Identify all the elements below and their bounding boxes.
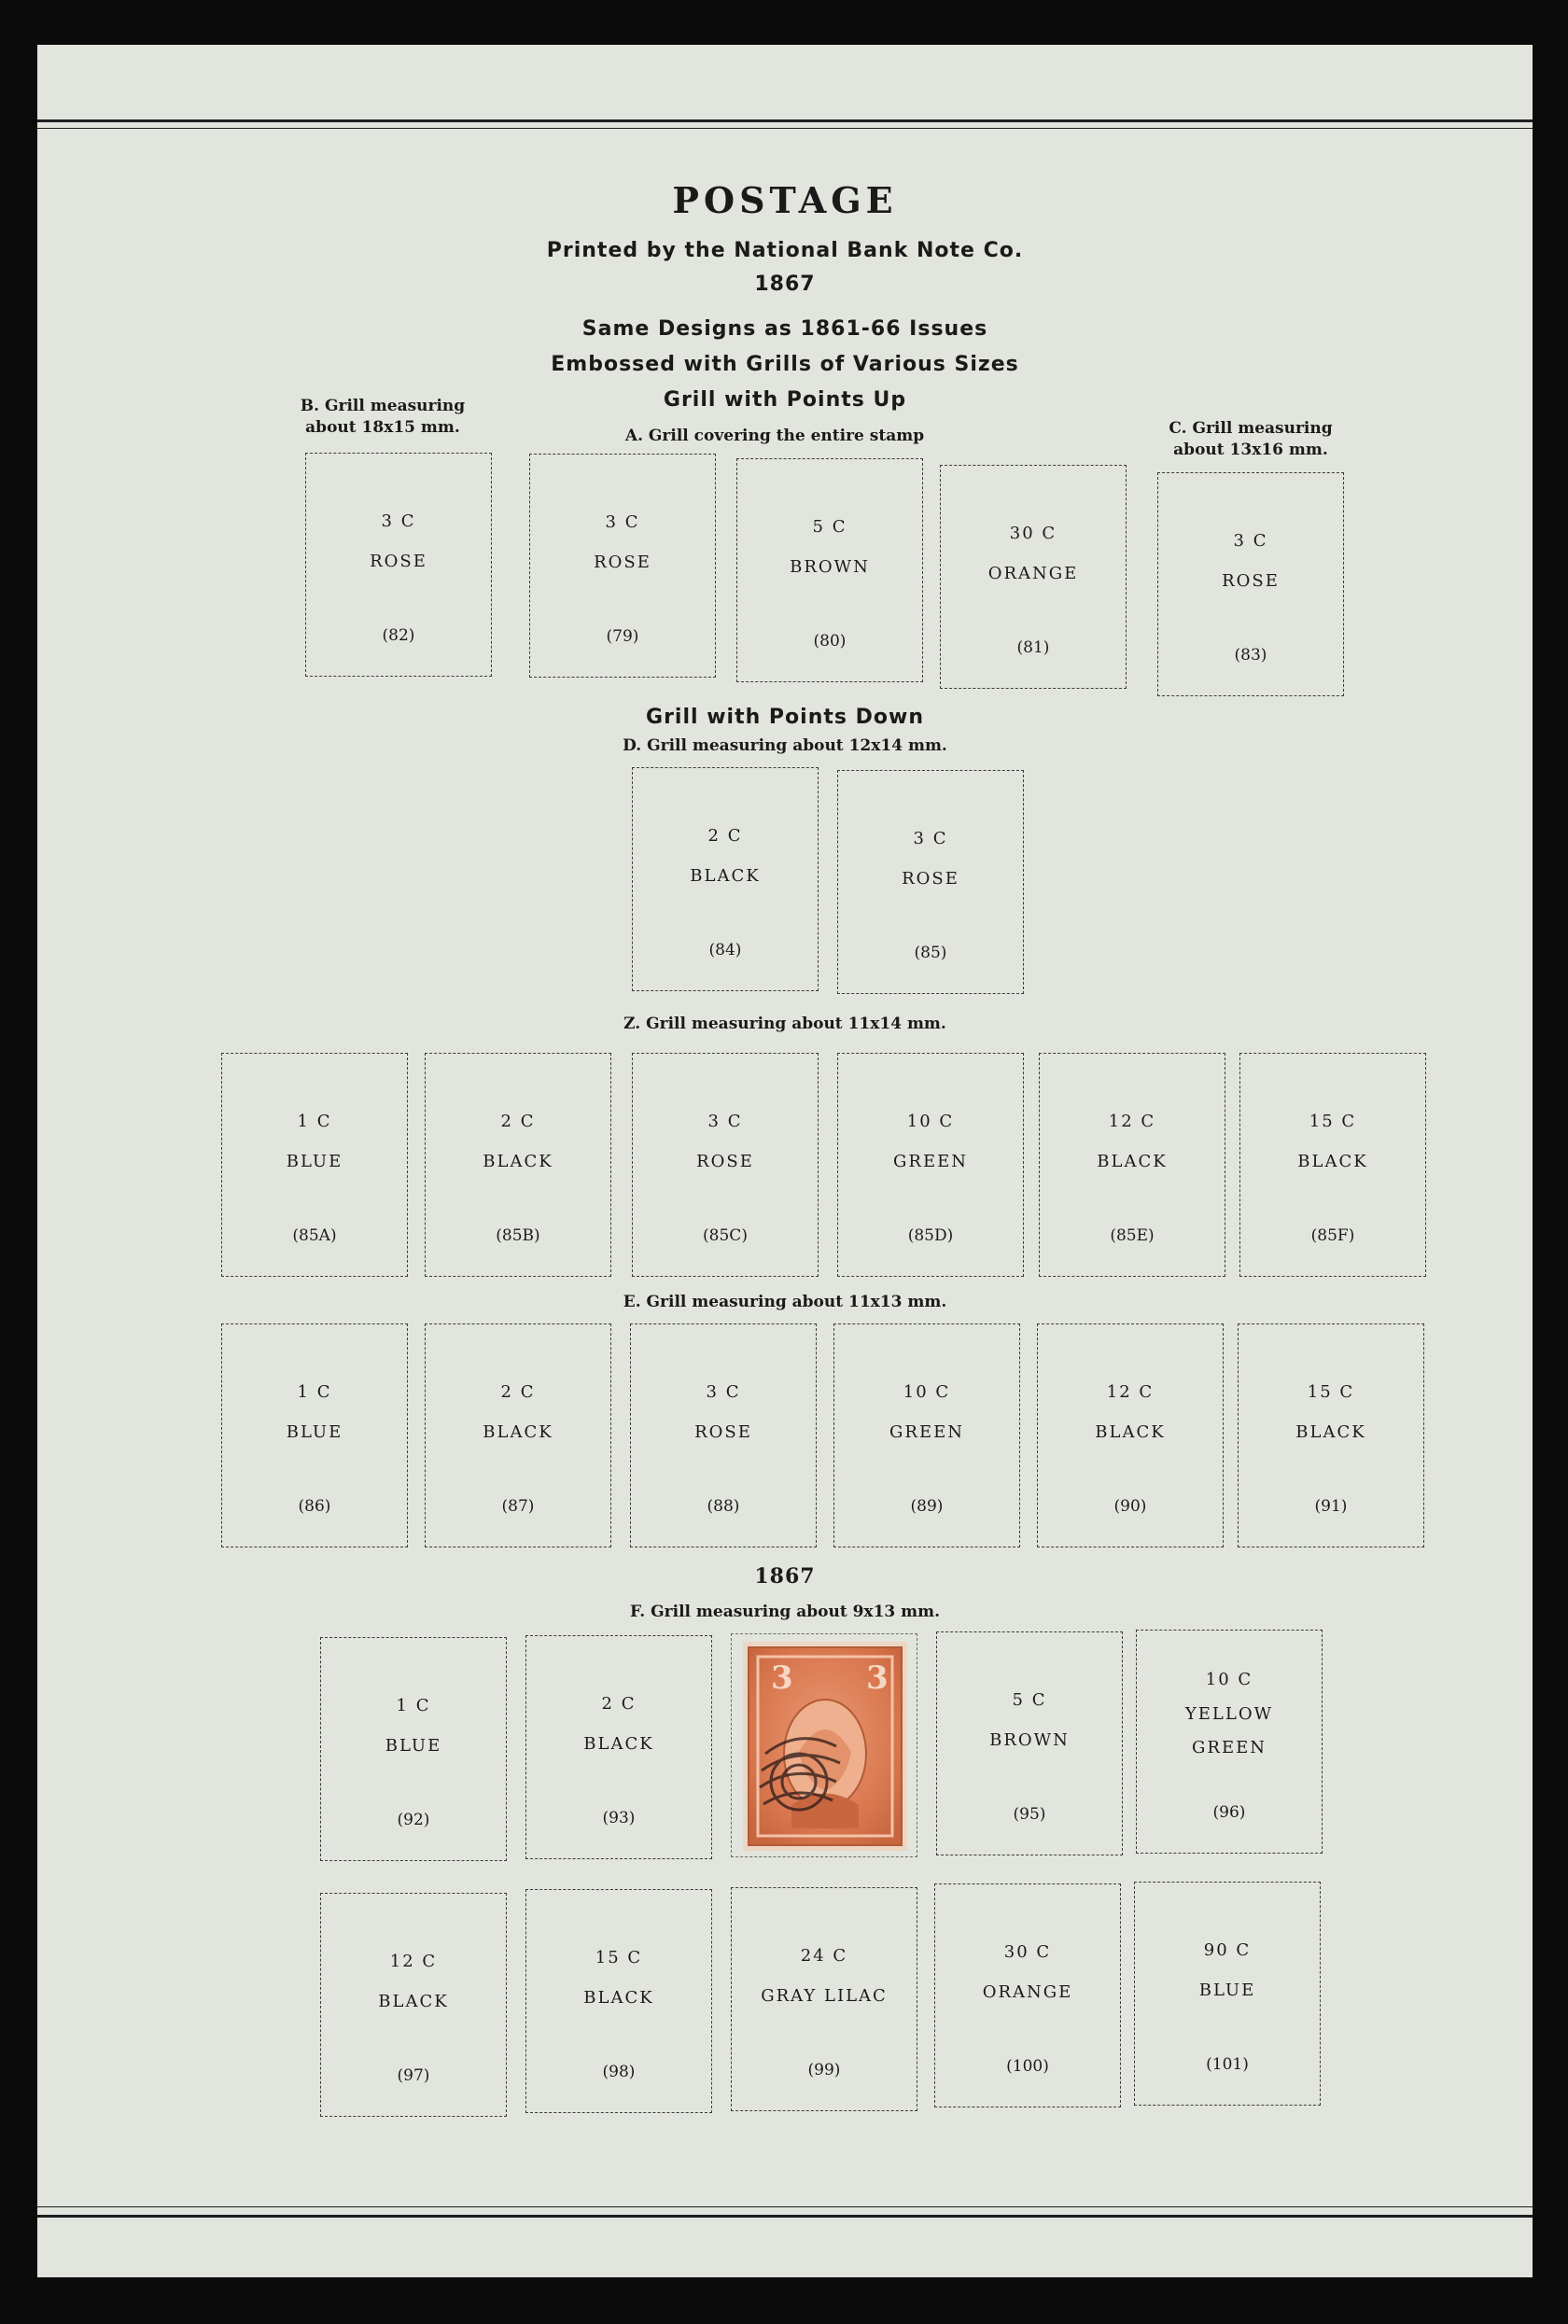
denomination: 12 C	[1106, 1382, 1155, 1402]
stamp-color: ROSE	[1222, 571, 1280, 591]
denomination: 15 C	[1307, 1382, 1355, 1402]
bottom-rule-thick	[37, 2215, 1533, 2218]
stamp-space-91	[1238, 1323, 1424, 1547]
denomination: 1 C	[297, 1112, 332, 1131]
denomination: 5 C	[1012, 1690, 1047, 1710]
label-grill-c-line1: C. Grill measuring	[1169, 419, 1333, 438]
denomination: 2 C	[707, 826, 743, 846]
stamp-color: BLACK	[690, 866, 761, 886]
catalog-number: (89)	[910, 1497, 944, 1516]
subtitle-printer: Printed by the National Bank Note Co.	[546, 239, 1024, 262]
stamp-space-82	[305, 453, 492, 677]
stamp-space-88	[630, 1323, 817, 1547]
denomination: 1 C	[297, 1382, 332, 1402]
stamp-color: BLUE	[1198, 1981, 1256, 2000]
catalog-number: (93)	[602, 1809, 636, 1827]
stamp-space-85b	[425, 1053, 611, 1277]
stamp-color-line2: GREEN	[1192, 1738, 1267, 1757]
stamp-color: ROSE	[694, 1422, 752, 1442]
stamp-color: BLACK	[483, 1422, 553, 1442]
denomination: 15 C	[595, 1948, 643, 1967]
label-grill-b	[271, 396, 495, 439]
stamp-space-96	[1136, 1630, 1323, 1854]
catalog-number: (90)	[1113, 1497, 1147, 1516]
denomination: 2 C	[500, 1382, 536, 1402]
stamp-color: BLUE	[286, 1422, 343, 1442]
stamp-space-98	[525, 1889, 712, 2113]
catalog-number: (95)	[1013, 1805, 1046, 1824]
stamp-color: ROSE	[594, 553, 651, 572]
denomination: 10 C	[1205, 1670, 1253, 1689]
denomination: 12 C	[1108, 1112, 1156, 1131]
catalog-number: (88)	[707, 1497, 740, 1516]
catalog-number: (101)	[1206, 2055, 1249, 2074]
stamp-color: BLUE	[385, 1736, 442, 1756]
stamp-space-92	[320, 1637, 507, 1861]
stamp-color: BLACK	[378, 1992, 449, 2011]
svg-text:3: 3	[771, 1659, 793, 1697]
stamp-space-101	[1134, 1882, 1321, 2106]
catalog-number: (91)	[1314, 1497, 1348, 1516]
subtitle-year: 1867	[754, 273, 816, 296]
stamp-space-80	[736, 458, 923, 682]
label-grill-b-line1: B. Grill measuring	[300, 397, 466, 415]
denomination: 3 C	[381, 511, 416, 531]
stamp-color: ROSE	[902, 869, 959, 889]
denomination: 10 C	[903, 1382, 951, 1402]
label-grill-c	[1129, 418, 1372, 461]
denomination: 10 C	[906, 1112, 955, 1131]
denomination: 3 C	[707, 1112, 743, 1131]
catalog-number: (100)	[1006, 2057, 1049, 2076]
denomination: 12 C	[389, 1952, 438, 1971]
stamp-space-79	[529, 454, 716, 678]
catalog-number: (87)	[501, 1497, 535, 1516]
stamp-space-93	[525, 1635, 712, 1859]
denomination: 1 C	[396, 1696, 431, 1715]
catalog-number: (85F)	[1310, 1226, 1355, 1245]
heading-year-1867: 1867	[754, 1564, 816, 1589]
bottom-rule-thin	[37, 2206, 1533, 2207]
stamp-color: GREEN	[893, 1152, 968, 1171]
subtitle-points-up: Grill with Points Up	[663, 388, 907, 412]
label-grill-d: D. Grill measuring about 12x14 mm.	[623, 736, 947, 755]
label-grill-e: E. Grill measuring about 11x13 mm.	[623, 1293, 947, 1311]
stamp-color: BLUE	[286, 1152, 343, 1171]
stamp-color: BLACK	[1297, 1152, 1368, 1171]
stamp-color	[1137, 1698, 1322, 1765]
label-grill-c-line2: about 13x16 mm.	[1173, 441, 1328, 459]
denomination: 24 C	[800, 1946, 848, 1966]
stamp-space-85c	[632, 1053, 819, 1277]
stamp-space-85a	[221, 1053, 408, 1277]
catalog-number: (99)	[807, 2061, 841, 2079]
stamp-space-97	[320, 1893, 507, 2117]
stamp-color: BLACK	[483, 1152, 553, 1171]
top-rule-thick	[37, 119, 1533, 122]
stamp-space-89	[833, 1323, 1020, 1547]
stamp-color: BLACK	[1095, 1422, 1166, 1442]
catalog-number: (85)	[914, 944, 947, 962]
stamp-color: BROWN	[790, 557, 870, 577]
subtitle-embossed: Embossed with Grills of Various Sizes	[551, 353, 1019, 376]
stamp-space-94	[731, 1633, 917, 1857]
stamp-color: ORANGE	[987, 564, 1079, 583]
denomination: 15 C	[1309, 1112, 1357, 1131]
stamp-space-87	[425, 1323, 611, 1547]
stamp-space-99	[731, 1887, 917, 2111]
catalog-number: (98)	[602, 2063, 636, 2081]
denomination: 90 C	[1203, 1940, 1252, 1960]
label-grill-f: F. Grill measuring about 9x13 mm.	[629, 1603, 941, 1621]
denomination: 3 C	[1233, 531, 1268, 551]
catalog-number: (85E)	[1110, 1226, 1155, 1245]
label-grill-b-line2: about 18x15 mm.	[305, 418, 460, 437]
stamp-3c-rose-icon	[743, 1642, 907, 1851]
stamp-space-90	[1037, 1323, 1224, 1547]
label-grill-z: Z. Grill measuring about 11x14 mm.	[623, 1015, 946, 1033]
catalog-number: (85D)	[907, 1226, 954, 1245]
svg-text:3: 3	[866, 1659, 889, 1697]
stamp-color: BLACK	[583, 1988, 654, 2008]
catalog-number: (82)	[382, 626, 415, 645]
denomination: 5 C	[812, 517, 847, 537]
denomination: 2 C	[601, 1694, 637, 1714]
stamp-space-85d	[837, 1053, 1024, 1277]
catalog-number: (79)	[606, 627, 639, 646]
stamp-color: BLACK	[1295, 1422, 1366, 1442]
catalog-number: (80)	[813, 632, 847, 651]
top-rule-thin	[37, 128, 1533, 129]
label-grill-a: A. Grill covering the entire stamp	[624, 427, 925, 445]
stamp-space-86	[221, 1323, 408, 1547]
stamp-color: BLACK	[583, 1734, 654, 1754]
subtitle-designs: Same Designs as 1861-66 Issues	[581, 317, 988, 341]
heading-points-down: Grill with Points Down	[646, 706, 924, 729]
stamp-color: ROSE	[696, 1152, 754, 1171]
catalog-number: (85C)	[703, 1226, 748, 1245]
stamp-color: BLACK	[1097, 1152, 1168, 1171]
stamp-space-85f	[1239, 1053, 1426, 1277]
stamp-space-100	[934, 1883, 1121, 2107]
stamp-space-85	[837, 770, 1024, 994]
catalog-number: (85B)	[496, 1226, 540, 1245]
stamp-color: ORANGE	[982, 1982, 1073, 2002]
catalog-number: (81)	[1016, 638, 1050, 657]
stamp-space-81	[940, 465, 1127, 689]
catalog-number: (97)	[397, 2066, 430, 2085]
album-page	[37, 45, 1533, 2277]
stamp-color: GREEN	[889, 1422, 964, 1442]
catalog-number: (86)	[298, 1497, 331, 1516]
page-title: POSTAGE	[672, 179, 898, 221]
denomination: 3 C	[913, 829, 948, 848]
catalog-number: (85A)	[292, 1226, 337, 1245]
stamp-space-95	[936, 1631, 1123, 1855]
catalog-number: (96)	[1212, 1803, 1246, 1822]
denomination: 30 C	[1003, 1942, 1052, 1962]
catalog-number: (83)	[1234, 646, 1267, 665]
denomination: 30 C	[1009, 524, 1057, 543]
catalog-number: (84)	[708, 941, 742, 959]
stamp-color: ROSE	[370, 552, 427, 571]
denomination: 2 C	[500, 1112, 536, 1131]
denomination: 3 C	[706, 1382, 741, 1402]
stamp-color: BROWN	[989, 1730, 1070, 1750]
catalog-number: (92)	[397, 1811, 430, 1829]
stamp-space-83	[1157, 472, 1344, 696]
stamp-color: GRAY LILAC	[761, 1986, 888, 2006]
denomination: 3 C	[605, 512, 640, 532]
stamp-color-line1: YELLOW	[1184, 1704, 1274, 1724]
stamp-space-84	[632, 767, 819, 991]
stamp-space-85e	[1039, 1053, 1225, 1277]
